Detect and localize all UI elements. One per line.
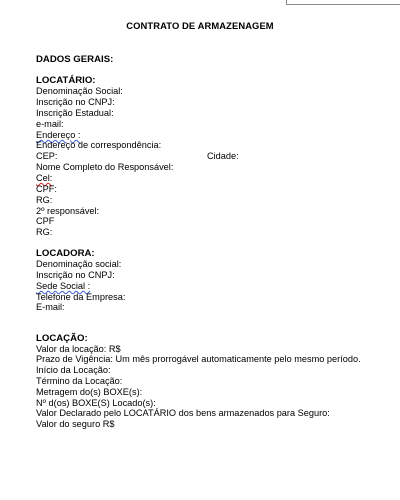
section-dados-gerais: DADOS GERAIS: — [36, 54, 114, 65]
locatario-cpf-2: CPF — [36, 216, 55, 226]
locatario-cep: CEP: — [36, 151, 58, 161]
section-locadora: LOCADORA: — [36, 248, 95, 259]
locatario-cpf: CPF: — [36, 184, 57, 194]
locatario-endereco: Endereço : — [36, 130, 81, 140]
locacao-inicio: Início da Locação: — [36, 365, 111, 375]
locatario-inscricao-estadual: Inscrição Estadual: — [36, 108, 114, 118]
window-corner-frame — [286, 0, 400, 5]
locacao-valor-declarado: Valor Declarado pelo LOCATÁRIO dos bens armazenados para Seguro: — [36, 408, 330, 418]
locacao-valor: Valor da locação: R$ — [36, 344, 121, 354]
locatario-email: e-mail: — [36, 119, 64, 129]
locacao-metragem: Metragem do(s) BOXE(s): — [36, 387, 143, 397]
document-title: CONTRATO DE ARMAZENAGEM — [126, 20, 274, 31]
locatario-cel: Cel: — [36, 173, 53, 183]
locadora-email: E-mail: — [36, 302, 65, 312]
locatario-cep-row — [36, 151, 239, 162]
locacao-termino: Término da Locação: — [36, 376, 123, 386]
locacao-prazo: Prazo de Vigência: Um mês prorrogável automaticamente pelo mesmo período. — [36, 354, 361, 364]
locatario-rg-2: RG: — [36, 227, 53, 237]
locatario-endereco-correspondencia: Endereço de correspondência: — [36, 140, 162, 150]
locacao-numero-boxes: Nº d(os) BOXE(S) Locado(s): — [36, 398, 156, 408]
section-locatario: LOCATÁRIO: — [36, 75, 96, 86]
locadora-sede: Sede Social : — [36, 281, 91, 291]
locatario-segundo-responsavel: 2º responsável: — [36, 206, 100, 216]
locatario-rg: RG: — [36, 195, 53, 205]
locadora-telefone: Telefone da Empresa: — [36, 292, 126, 302]
locatario-denominacao: Denominação Social: — [36, 86, 123, 96]
locatario-cnpj: Inscrição no CNPJ: — [36, 97, 115, 107]
locadora-cnpj: Inscrição no CNPJ: — [36, 270, 115, 280]
locadora-denominacao: Denominação social: — [36, 259, 122, 269]
section-locacao: LOCAÇÃO: — [36, 333, 88, 344]
locatario-responsavel: Nome Completo do Responsável: — [36, 162, 174, 172]
locacao-valor-seguro: Valor do seguro R$ — [36, 419, 115, 429]
locatario-cidade: Cidade: — [207, 151, 239, 161]
